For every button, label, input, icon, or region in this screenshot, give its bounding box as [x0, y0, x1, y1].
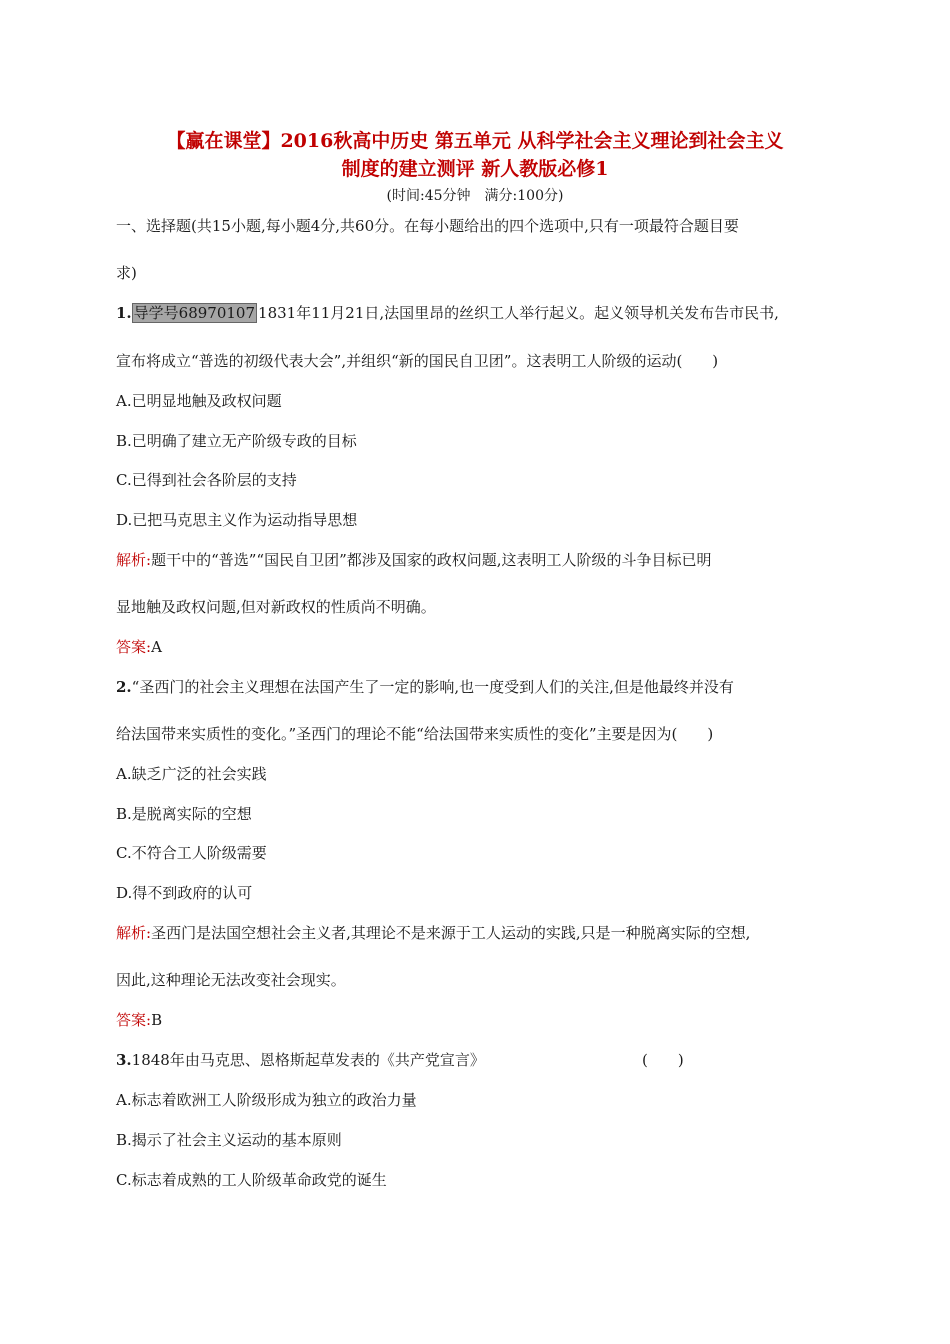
question-1-line2: 宣布将成立“普选的初级代表大会”,并组织“新的国民自卫团”。这表明工人阶级的运动( ) — [116, 352, 719, 370]
question-number: 1. — [116, 304, 132, 322]
question-id-tag: 导学号68970107 — [133, 304, 256, 322]
section-instruction-line1: 一、选择题(共15小题,每小题4分,共60分。在每小题给出的四个选项中,只有一项最符合题目要 — [116, 217, 739, 235]
question-number: 3. — [116, 1051, 132, 1069]
question-2-line2: 给法国带来实质性的变化。”圣西门的理论不能“给法国带来实质性的变化”主要是因为( ) — [116, 725, 714, 743]
section-instruction-line2: 求) — [116, 264, 137, 282]
question-1-option-a: A.已明显地触及政权问题 — [116, 392, 282, 410]
question-2-option-b: B.是脱离实际的空想 — [116, 805, 252, 823]
exam-meta: (时间:45分钟 满分:100分) — [386, 188, 564, 204]
question-text: 1831年11月21日,法国里昂的丝织工人举行起义。起义领导机关发布告市民书, — [258, 304, 779, 322]
question-2-answer — [116, 1009, 162, 1031]
question-number: 2. — [116, 678, 132, 696]
answer-label: 答案: — [116, 638, 152, 656]
question-3-option-a: A.标志着欧洲工人阶级形成为独立的政治力量 — [116, 1091, 417, 1109]
question-1-analysis-line2: 显地触及政权问题,但对新政权的性质尚不明确。 — [116, 598, 436, 616]
question-2-analysis-line1 — [116, 922, 750, 944]
analysis-label: 解析: — [116, 551, 152, 569]
analysis-text: 题干中的“普选”“国民自卫团”都涉及国家的政权问题,这表明工人阶级的斗争目标已明 — [151, 551, 712, 569]
question-2-option-c: C.不符合工人阶级需要 — [116, 844, 267, 862]
question-2-analysis-line2: 因此,这种理论无法改变社会现实。 — [116, 971, 346, 989]
answer-value: A — [151, 638, 162, 656]
question-1-option-d: D.已把马克思主义作为运动指导思想 — [116, 511, 358, 529]
question-1-analysis-line1 — [116, 549, 712, 571]
question-3-answer-paren: ( ) — [642, 1051, 684, 1069]
answer-label: 答案: — [116, 1011, 152, 1029]
question-2-option-a: A.缺乏广泛的社会实践 — [116, 765, 267, 783]
question-1-option-b: B.已明确了建立无产阶级专政的目标 — [116, 432, 357, 450]
document-title-line2: 制度的建立测评 新人教版必修1 — [341, 158, 609, 180]
answer-value: B — [151, 1011, 163, 1029]
analysis-label: 解析: — [116, 924, 152, 942]
question-1-option-c: C.已得到社会各阶层的支持 — [116, 471, 297, 489]
question-2-line1 — [116, 676, 734, 698]
question-1-line1 — [116, 302, 779, 324]
question-1-answer — [116, 636, 162, 658]
question-3-option-c: C.标志着成熟的工人阶级革命政党的诞生 — [116, 1171, 387, 1189]
document-title-line1: 【赢在课堂】2016秋高中历史 第五单元 从科学社会主义理论到社会主义 — [166, 130, 784, 152]
question-3-line1 — [116, 1049, 485, 1071]
question-text: “圣西门的社会主义理想在法国产生了一定的影响,也一度受到人们的关注,但是他最终并没有 — [131, 678, 734, 696]
question-2-option-d: D.得不到政府的认可 — [116, 884, 253, 902]
analysis-text: 圣西门是法国空想社会主义者,其理论不是来源于工人运动的实践,只是一种脱离实际的空想, — [151, 924, 751, 942]
question-text: 1848年由马克思、恩格斯起草发表的《共产党宣言》 — [131, 1051, 485, 1069]
question-3-option-b: B.揭示了社会主义运动的基本原则 — [116, 1131, 342, 1149]
